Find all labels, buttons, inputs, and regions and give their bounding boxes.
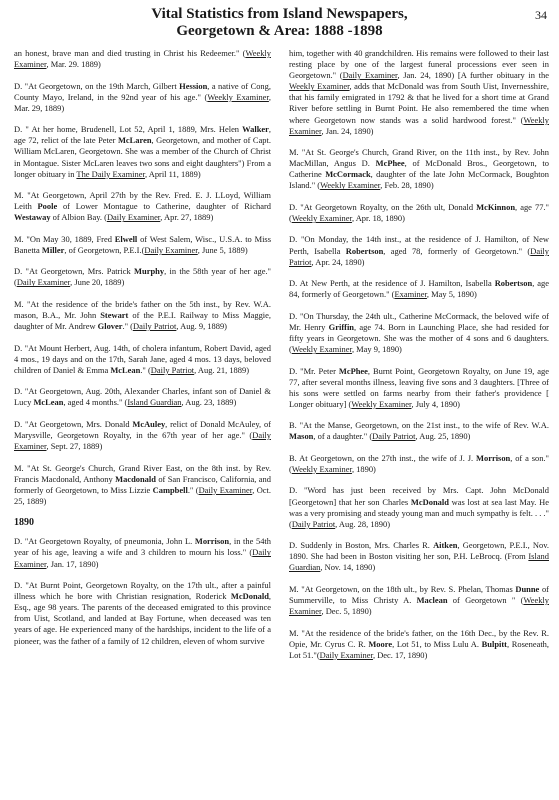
record-entry xyxy=(14,419,271,452)
page-header xyxy=(0,4,559,44)
record-text xyxy=(14,580,271,647)
surname: Morrison xyxy=(194,536,230,547)
record-entry xyxy=(14,124,271,179)
surname: McAuley xyxy=(132,418,166,429)
record-text-segment: D. "Word has just been received by Mrs. Capt. John McDonald [Georgetown] that her son Charles xyxy=(289,485,549,507)
record-text-segment: D. "At Georgetown, Mrs. Patrick xyxy=(14,266,135,277)
record-text-segment: D. "At Burnt Point, Georgetown Royalty, on the 17th ult., after a painful illness which he bore with Christian resignation, Roderick xyxy=(14,580,271,602)
record-text-segment: , Nov. 14, 1890) xyxy=(320,562,376,573)
year-heading: 1890 xyxy=(14,517,34,529)
surname: Aitken xyxy=(433,540,458,551)
record-text-segment: D. " At her home, Brudenell, Lot 52, April 1, 1889, Mrs. Helen xyxy=(14,124,243,135)
record-text-segment: of Georgetown " ( xyxy=(447,594,524,605)
newspaper-source: Daily Patriot xyxy=(291,518,336,529)
record-text xyxy=(289,366,549,410)
surname: Poole xyxy=(37,201,58,212)
record-text-segment: D. "At Georgetown Royalty, of pneumonia, John L. xyxy=(14,536,195,547)
record-text-segment: , Apr. 24, 1890) xyxy=(311,256,365,267)
record-text xyxy=(14,419,271,452)
record-text-segment: , Jan. 24, 1890) [A further obituary in the xyxy=(397,70,549,81)
record-text-segment: , age 72, relict of the late Peter xyxy=(14,124,271,146)
record-text xyxy=(14,536,271,569)
record-text-segment: , Georgetown, and mother of Capt. William McLaren, Georgetown. She was a member of the Church of Christ in Montague. Sister McLaren leaves two sons and eight daughters") From a longer obituary in xyxy=(14,135,271,179)
record-text-segment: , Mar. 29. 1889) xyxy=(46,59,101,70)
record-text-segment: , adds that McDonald was from South Uist, Invernesshire, that his family emigrated in 1792 & that he lived for a short time at Grand River before settling in Burnt Point. He also remembered the time when where Georgetown now stands was a solid hardwood forest." ( xyxy=(289,81,549,125)
surname: Elwell xyxy=(114,233,138,244)
record-text xyxy=(289,311,549,355)
record-text-segment: B. At Georgetown, on the 27th inst., the wife of J. J. xyxy=(289,452,477,463)
record-text-segment: , in the 58th year of her age." ( xyxy=(14,266,271,288)
record-entry xyxy=(289,485,549,529)
record-text-segment: , Roseneath, Lot 51."( xyxy=(289,638,549,660)
surname: Mason xyxy=(289,431,314,442)
record-entry xyxy=(289,48,549,137)
surname: McCormack xyxy=(325,169,371,180)
page-number: 34 xyxy=(535,8,547,22)
record-text-segment: , Aug. 21, 1889) xyxy=(194,364,249,375)
surname: McDonald xyxy=(230,591,269,602)
newspaper-source: Daily Examiner xyxy=(14,429,271,452)
record-text xyxy=(289,485,549,529)
record-text-segment: D. "At Mount Herbert, Aug. 14th, of cholera infantum, Robert David, aged 4 mos., 19 days and on the 17th, Sarah Jane, aged 4 mos. 13 days, beloved children of Daniel & Emma xyxy=(14,342,271,375)
record-text-segment: , April 11, 1889) xyxy=(144,168,201,179)
record-text-segment: , Aug. 28, 1890) xyxy=(335,518,391,529)
record-text-segment: M. "At St. George's Church, Grand River, on the 11th inst., by Rev. John MacMillan, Angus D. xyxy=(289,147,549,169)
surname: McLaren xyxy=(117,135,152,146)
record-text-segment: , in the 54th year of his age, leaving a wife and 3 children to mourn his loss." ( xyxy=(14,536,271,558)
record-text xyxy=(14,190,271,223)
record-text-segment: D. "At Georgetown Royalty, on the 26th ult, Donald xyxy=(289,201,477,212)
record-entry xyxy=(14,81,271,114)
record-text-segment: , Georgetown, P.E.I., Nov. 1890. She had been in Boston visiting her son, P.H. LeBrocq. (From xyxy=(289,540,549,562)
newspaper-source: Daily Examiner xyxy=(198,484,253,495)
record-text-segment: M. "At the residence of the bride's father, on the 16th Dec., by the Rev. R. Opie, Mr. Cyrus C. R. xyxy=(289,627,549,649)
record-text-segment: of San Francisco, California, and formerly of Georgetown, to Miss Lizzie xyxy=(14,473,271,495)
record-text-segment: , Sept. 27, 1889) xyxy=(46,441,103,452)
newspaper-source: Island Guardian xyxy=(289,551,549,573)
record-text-segment: , Aug. 23, 1889) xyxy=(181,397,237,408)
record-entry xyxy=(14,463,271,507)
newspaper-source: Weekly Examiner xyxy=(289,81,350,92)
surname: McPhee xyxy=(375,158,405,169)
record-text-segment: M. "At the residence of the bride's father on the 5th inst., by Rev. W.A. mason, B.A., Mr. John xyxy=(14,298,271,321)
record-text-segment: ." ( xyxy=(140,364,151,375)
newspaper-source: Daily Examiner xyxy=(319,649,373,660)
record-text-segment: M. "At Georgetown, April 27th by the Rev. Fred. E. J. LLoyd, William Leith xyxy=(14,190,271,212)
newspaper-source: Weekly Examiner xyxy=(351,398,412,409)
record-text-segment: , of a son." ( xyxy=(289,452,549,474)
surname: McLean xyxy=(110,364,141,375)
record-text-segment: of Albion Bay. ( xyxy=(50,212,107,223)
record-text-segment: ." ( xyxy=(122,321,133,332)
record-text xyxy=(14,299,271,332)
record-text xyxy=(14,343,271,376)
record-text-segment: , age 84, formerly of Georgetown." ( xyxy=(289,278,549,300)
record-text-segment: , Apr. 27, 1889) xyxy=(160,212,214,223)
newspaper-source: Daily Examiner xyxy=(106,212,161,223)
record-text-segment: , 1890) xyxy=(351,463,376,474)
newspaper-source: Daily Examiner xyxy=(14,547,271,569)
surname: Dunne xyxy=(515,583,540,594)
record-text xyxy=(289,540,549,573)
record-text-segment: D. "On Monday, the 14th inst., at the residence of J. Hamilton, of New Perth, Isabella xyxy=(289,234,549,256)
surname: Morrison xyxy=(476,452,511,463)
surname: Griffin xyxy=(328,321,354,332)
surname: Maclean xyxy=(416,594,448,605)
newspaper-source: Daily Examiner xyxy=(16,277,71,288)
record-entry xyxy=(289,420,549,442)
newspaper-source: Weekly Examiner xyxy=(289,114,549,136)
newspaper-source: Daily Patriot xyxy=(132,321,177,332)
record-text-segment: D. "At Georgetown, Mrs. Donald xyxy=(14,418,133,429)
newspaper-source: Daily Patriot xyxy=(372,431,416,442)
record-entry xyxy=(289,584,549,617)
record-entry xyxy=(14,48,271,70)
surname: Moore xyxy=(368,638,393,649)
record-text xyxy=(289,48,549,137)
newspaper-source: Weekly Examiner xyxy=(291,213,352,223)
record-text-segment: of Summerville, to Miss Christy A. xyxy=(289,583,549,605)
record-text-segment: M. "At Georgetown, on the 18th ult., by Rev. S. Phelan, Thomas xyxy=(289,583,516,594)
record-text xyxy=(14,234,271,256)
newspaper-source: Weekly Examiner xyxy=(14,48,271,70)
newspaper-source: Daily Examiner xyxy=(144,244,198,255)
record-entry xyxy=(289,453,549,475)
surname: Stewart xyxy=(100,310,129,321)
record-text-segment: was lost at sea last May. He was a very promising and steady young man and much sympathy is felt. . . ." ( xyxy=(289,496,549,529)
surname: Glover xyxy=(97,321,123,332)
record-entry xyxy=(289,278,549,300)
surname: Murphy xyxy=(134,266,165,277)
surname: McPhee xyxy=(338,365,368,376)
record-text-segment: , Lot 51, to Miss Lulu A. xyxy=(392,638,482,649)
record-entry xyxy=(289,311,549,355)
record-text-segment: of Lower Montague to Catherine, daughter of Richard xyxy=(57,201,271,212)
record-text xyxy=(289,234,549,267)
surname: Westaway xyxy=(14,212,51,223)
record-text xyxy=(289,628,549,661)
record-text-segment: B. "At the Manse, Georgetown, on the 21st inst., to the wife of Rev. W.A. xyxy=(289,420,549,431)
left-column xyxy=(14,48,271,798)
record-text xyxy=(289,202,549,224)
record-text-segment: , May 5, 1890) xyxy=(426,289,477,300)
record-entry xyxy=(14,234,271,256)
surname: Robertson xyxy=(345,245,384,256)
record-text-segment: , Apr. 18, 1890) xyxy=(351,213,405,223)
record-text-segment: , relict of Donald McAuley, of Marysville, Georgetown Royalty, in the 67th year of her age." ( xyxy=(14,418,271,440)
record-text-segment: D. At New Perth, at the residence of J. Hamilton, Isabella xyxy=(289,278,495,289)
newspaper-source: Examiner xyxy=(394,289,427,300)
record-text-segment: ." ( xyxy=(187,484,199,495)
record-entry xyxy=(289,366,549,410)
record-entry xyxy=(289,202,549,224)
record-entry xyxy=(14,580,271,647)
record-text xyxy=(14,124,271,179)
record-text xyxy=(14,463,271,507)
surname: McLean xyxy=(33,397,64,408)
newspaper-source: The Daily Examiner xyxy=(76,168,145,179)
page-title-line-1: Vital Statistics from Island Newspapers, xyxy=(151,6,408,22)
surname: Hession xyxy=(179,80,208,91)
record-text-segment: D. Suddenly in Boston, Mrs. Charles R. xyxy=(289,540,434,551)
record-text-segment: , Aug. 25, 1890) xyxy=(415,431,471,442)
record-text xyxy=(289,420,549,442)
record-text-segment: D. "At Georgetown, Aug. 20th, Alexander Charles, infant son of Daniel & Lucy xyxy=(14,386,271,408)
newspaper-source: Weekly Examiner xyxy=(207,91,269,102)
record-text xyxy=(14,48,271,70)
newspaper-source: Daily Examiner xyxy=(342,70,398,81)
newspaper-source: Daily Patriot xyxy=(150,364,195,375)
record-entry xyxy=(289,628,549,661)
surname: Macdonald xyxy=(115,473,156,484)
record-text-segment: , June 20, 1889) xyxy=(70,277,125,288)
record-text-segment: , age 77." ( xyxy=(289,201,549,223)
record-text-segment: , of Georgetown, P.E.I.( xyxy=(64,244,145,255)
record-text xyxy=(289,584,549,617)
surname: McKinnon xyxy=(476,201,516,212)
record-text-segment: , Dec. 17, 1890) xyxy=(372,649,428,660)
record-text-segment: , Esq., age 98 years. The parents of the deceased emigrated to this province from Uist, Scotland, and landed at Bay Fortune, when deceased was ten years of age. He experienced many of the hardships, incident to the life of a pioneer, was the father of a family of 12 children, eleven of whom survive xyxy=(14,591,271,646)
record-entry xyxy=(289,147,549,191)
record-text xyxy=(289,453,549,475)
record-text-segment: , a native of Cong, County Mayo, Ireland, in the 92nd year of his age." ( xyxy=(14,80,271,102)
surname: Robertson xyxy=(494,278,533,289)
right-column xyxy=(289,48,549,798)
record-text-segment: an honest, brave man and died trusting in Christ his Redeemer." ( xyxy=(14,48,246,58)
newspaper-source: Weekly Examiner xyxy=(320,180,381,191)
record-text-segment: , July 4, 1890) xyxy=(411,398,460,409)
record-text-segment: , June 5, 1889) xyxy=(197,244,248,255)
record-text-segment: , Feb. 28, 1890) xyxy=(380,180,434,191)
record-text-segment: , May 9, 1890) xyxy=(351,344,402,355)
record-text-segment: of West Salem, Wisc., U.S.A. to Miss Banetta xyxy=(14,233,271,255)
record-text-segment: D. "Mr. Peter xyxy=(289,365,339,376)
record-entry xyxy=(14,343,271,376)
record-text-segment: , Jan. 17, 1890) xyxy=(46,558,99,569)
surname: Bulpitt xyxy=(481,638,507,649)
record-text xyxy=(289,278,549,300)
record-text-segment: M. "At St. George's Church, Grand River East, on the 8th inst. by Rev. Francis Macdonald, Anthony xyxy=(14,462,271,484)
newspaper-source: Weekly Examiner xyxy=(291,344,352,355)
record-text-segment: , Jan. 24, 1890) xyxy=(321,125,374,136)
record-text-segment: , of McDonald Bros., Georgetown, to Catherine xyxy=(289,158,549,180)
record-entry xyxy=(14,266,271,288)
record-entry xyxy=(289,234,549,267)
record-text xyxy=(289,147,549,191)
record-text-segment: , daughter of the late John McCormack, Boughton Island." ( xyxy=(289,169,549,191)
record-entry xyxy=(14,386,271,408)
record-text-segment: , Mar. 29, 1889) xyxy=(14,91,271,113)
newspaper-source: Island Guardian xyxy=(127,397,182,408)
record-entry xyxy=(14,299,271,332)
record-entry xyxy=(289,540,549,573)
record-text-segment: , Burnt Point, Georgetown Royalty, on June 19, age 77, after several months illness, leaving five sons and 3 daughters. [Three of his sons were settled on farms nearby from their father's providence [ Longer obituary] ( xyxy=(289,365,549,409)
record-text-segment: , Oct. 25, 1889) xyxy=(14,484,271,506)
record-text-segment: , Dec. 5, 1890) xyxy=(321,606,372,617)
record-text-segment: D. "At Georgetown, on the 19th March, Gilbert xyxy=(14,80,180,91)
surname: Walker xyxy=(242,124,269,135)
record-entry xyxy=(14,190,271,223)
surname: Miller xyxy=(41,244,65,255)
newspaper-source: Weekly Examiner xyxy=(289,594,549,617)
surname: McDonald xyxy=(410,496,449,507)
page-title-line-2: Georgetown & Area: 1888 -1898 xyxy=(176,23,383,39)
newspaper-source: Daily Patriot xyxy=(289,245,549,267)
record-text-segment: D. "On Thursday, the 24th ult., Catherine McCormack, the beloved wife of Mr. Henry xyxy=(289,310,549,332)
record-entry xyxy=(14,536,271,569)
record-text xyxy=(14,386,271,408)
record-text-segment: , Aug. 9, 1889) xyxy=(176,321,227,332)
record-text-segment: , of a daughter." ( xyxy=(313,431,373,442)
record-text xyxy=(14,266,271,288)
record-text-segment: , aged 4 months." ( xyxy=(63,397,128,408)
record-text xyxy=(14,81,271,114)
record-text-segment: , age 74. Born in Launching Place, she had resided for fifty years in Georgetown. She was the mother of 4 sons and 6 daughters. ( xyxy=(289,321,549,355)
newspaper-source: Weekly Examiner xyxy=(291,463,352,474)
record-text-segment: him, together with 40 grandchildren. His remains were followed to their last resting place by one of the largest funeral processions ever seen in Georgetown." ( xyxy=(289,48,549,81)
record-text-segment: M. "On May 30, 1889, Fred xyxy=(14,233,115,244)
record-text-segment: of the P.E.I. Railway to Miss Maggie, daughter of Mr. Andrew xyxy=(14,310,271,332)
surname: Campbell xyxy=(152,484,188,495)
record-text-segment: , aged 78, formerly of Georgetown." ( xyxy=(383,245,531,256)
